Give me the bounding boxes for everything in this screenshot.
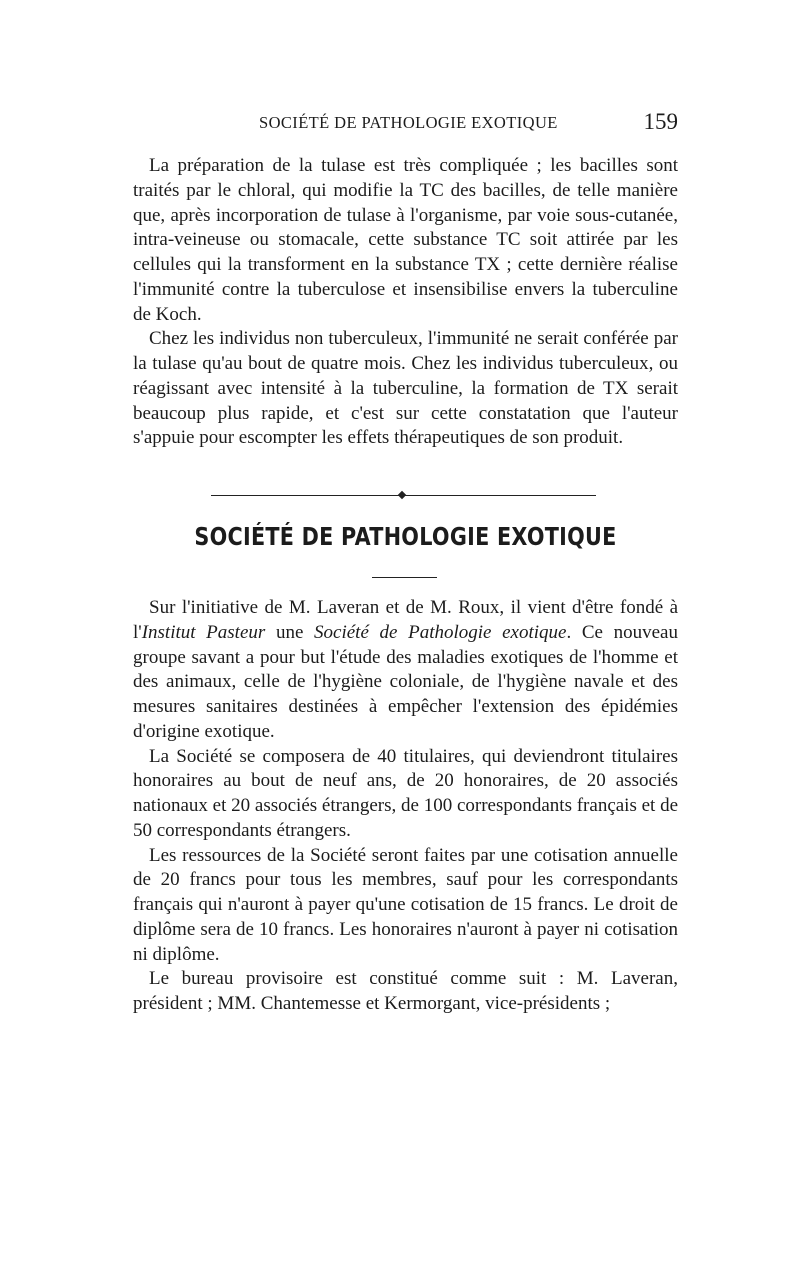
paragraph: La préparation de la tulase est très compliquée ; les bacilles sont traités par le chloral, qui modifie la TC des bacilles, de telle manière que, après incorporation de tulase à l'organisme, par voie sous-cutanée, intra-veineuse ou stomacale, cette substance TC soit attirée par les cellules qui la transforment en la substance TX ; cette dernière réalise l'immunité contre la tuberculose et insensibilise envers la tuberculine de Koch. xyxy=(133,155,678,325)
paragraph: La Société se composera de 40 titulaires, qui deviendront titulaires honoraires au bout de neuf ans, de 20 honoraires, de 20 associés nationaux et 20 associés étrangers, de 100 correspondants français et de 50 correspondants étrangers. xyxy=(133,745,678,841)
paragraph xyxy=(133,596,678,745)
body-text-upper xyxy=(133,154,678,451)
institut-pasteur-italic: Institut Pasteur xyxy=(141,621,266,643)
paragraph-text: . Ce nouveau groupe savant a pour but l'étude des maladies exotiques de l'homme et des animaux, celle de l'hygiène coloniale, de l'hygiène navale et des mesures sanitaires destinées à empêcher l'extension des épidémies d'origine exotique. xyxy=(133,621,678,742)
body-text-lower xyxy=(133,596,678,1017)
heading-underline-rule xyxy=(372,577,437,578)
paragraph: Les ressources de la Société seront faites par une cotisation annuelle de 20 francs pour tous les membres, sauf pour les correspondants français qui n'auront à payer qu'une cotisation de 15 francs. Le droit de diplôme sera de 10 francs. Les honoraires n'auront à payer ni cotisation ni diplôme. xyxy=(133,844,678,965)
running-title: SOCIÉTÉ DE PATHOLOGIE EXOTIQUE xyxy=(259,113,558,132)
diamond-ornament-icon xyxy=(398,491,406,499)
paragraph: Chez les individus non tuberculeux, l'immunité ne serait conférée par la tulase qu'au bout de quatre mois. Chez les individus tuberculeux, ou réagissant avec intensité à la tuberculine, la formation de TX serait beaucoup plus rapide, et c'est sur cette constatation que l'auteur s'appuie pour escompter les effets thérapeutiques de son produit. xyxy=(133,328,678,449)
societe-pathologie-italic: Société de Pathologie exotique xyxy=(314,621,567,643)
running-head xyxy=(133,109,678,139)
paragraph-text: Sur l'initiative de M. Laveran et de M. Roux, il vient d'être fondé à l' xyxy=(133,597,678,643)
paragraph: Le bureau provisoire est constitué comme suit : M. Laveran, président ; MM. Chantemesse et Kermorgant, vice-présidents ; xyxy=(133,968,678,1014)
section-heading: SOCIÉTÉ DE PATHOLOGIE EXOTIQUE xyxy=(194,522,617,551)
ornamental-rule xyxy=(211,493,596,499)
page-number: 159 xyxy=(643,109,678,134)
paragraph-text: une xyxy=(265,621,315,643)
